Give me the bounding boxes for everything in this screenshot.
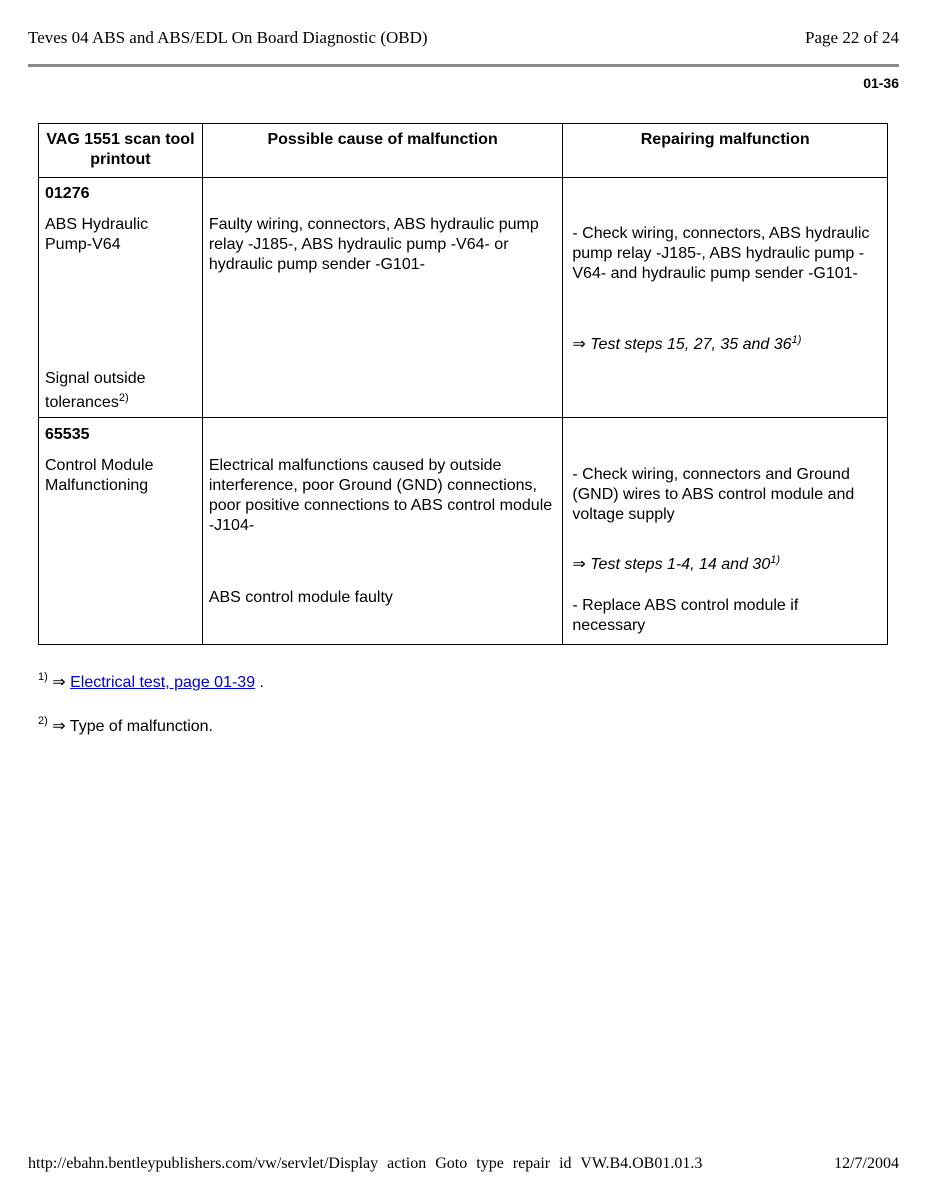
repair-cell bbox=[563, 418, 888, 645]
arrow-right-icon: ⇒ bbox=[572, 556, 586, 573]
arrow-right-icon: ⇒ bbox=[572, 336, 586, 353]
page-number: Page 22 of 24 bbox=[805, 28, 899, 47]
column-header-printout: VAG 1551 scan tool printout bbox=[39, 124, 203, 178]
fault-component: ABS Hydraulic Pump-V64 bbox=[45, 216, 149, 253]
fault-type bbox=[45, 367, 195, 415]
footnote-mark: 2) bbox=[38, 715, 48, 727]
footnote-mark: 1) bbox=[38, 671, 48, 683]
cause-text: Electrical malfunctions caused by outside interference, poor Ground (GND) connections, poor positive connections to ABS control module -J104- bbox=[208, 457, 553, 534]
section-number: 01-36 bbox=[863, 75, 899, 91]
footnote bbox=[38, 716, 213, 736]
test-steps bbox=[572, 335, 801, 355]
fault-type-text: Signal outside tolerances bbox=[45, 370, 146, 411]
footer-date: 12/7/2004 bbox=[834, 1155, 899, 1172]
test-steps-text: Test steps 1-4, 14 and 30 bbox=[590, 556, 771, 573]
header-rule bbox=[28, 64, 899, 67]
repair-text: - Check wiring, connectors and Ground (GND) wires to ABS control module and voltage supply bbox=[572, 466, 855, 523]
cause-cell bbox=[202, 178, 563, 418]
repair-text: - Replace ABS control module if necessary bbox=[572, 597, 799, 634]
table-header-row bbox=[39, 124, 888, 178]
footer-url: http://ebahn.bentleypublishers.com/vw/servlet/Display action Goto type repair id VW.B4.OB01.01.3 bbox=[28, 1155, 703, 1172]
diagnostic-table bbox=[38, 123, 888, 645]
table-row bbox=[39, 418, 888, 645]
cause-text: Faulty wiring, connectors, ABS hydraulic pump relay -J185-, ABS hydraulic pump -V64- or hydraulic pump sender -G101- bbox=[208, 216, 539, 273]
document-title: Teves 04 ABS and ABS/EDL On Board Diagnostic (OBD) bbox=[28, 28, 428, 47]
test-steps-ref: 1) bbox=[770, 554, 780, 566]
fault-component: Control Module Malfunctioning bbox=[45, 457, 154, 494]
fault-code: 65535 bbox=[45, 426, 90, 443]
table-row bbox=[39, 178, 888, 418]
fault-code: 01276 bbox=[45, 185, 90, 202]
cause-cell bbox=[202, 418, 563, 645]
printout-cell bbox=[39, 418, 203, 645]
arrow-right-icon: ⇒ bbox=[52, 674, 66, 691]
repair-text: - Check wiring, connectors, ABS hydraulic pump relay -J185-, ABS hydraulic pump -V64- and hydraulic pump sender -G101- bbox=[572, 225, 870, 282]
test-steps-ref: 1) bbox=[791, 334, 802, 346]
column-header-repair: Repairing malfunction bbox=[563, 124, 888, 178]
test-steps bbox=[572, 555, 780, 575]
repair-cell bbox=[563, 178, 888, 418]
cause-text: ABS control module faulty bbox=[208, 589, 393, 606]
footnote-text: Type of malfunction. bbox=[69, 718, 213, 735]
test-steps-text: Test steps 15, 27, 35 and 36 bbox=[590, 336, 792, 353]
column-header-cause: Possible cause of malfunction bbox=[202, 124, 563, 178]
footnote bbox=[38, 672, 264, 692]
printout-cell bbox=[39, 178, 203, 418]
footnote-tail: . bbox=[255, 674, 264, 691]
electrical-test-link[interactable]: Electrical test, page 01-39 bbox=[70, 674, 256, 691]
fault-type-ref: 2) bbox=[118, 392, 129, 404]
arrow-right-icon: ⇒ bbox=[52, 718, 66, 735]
